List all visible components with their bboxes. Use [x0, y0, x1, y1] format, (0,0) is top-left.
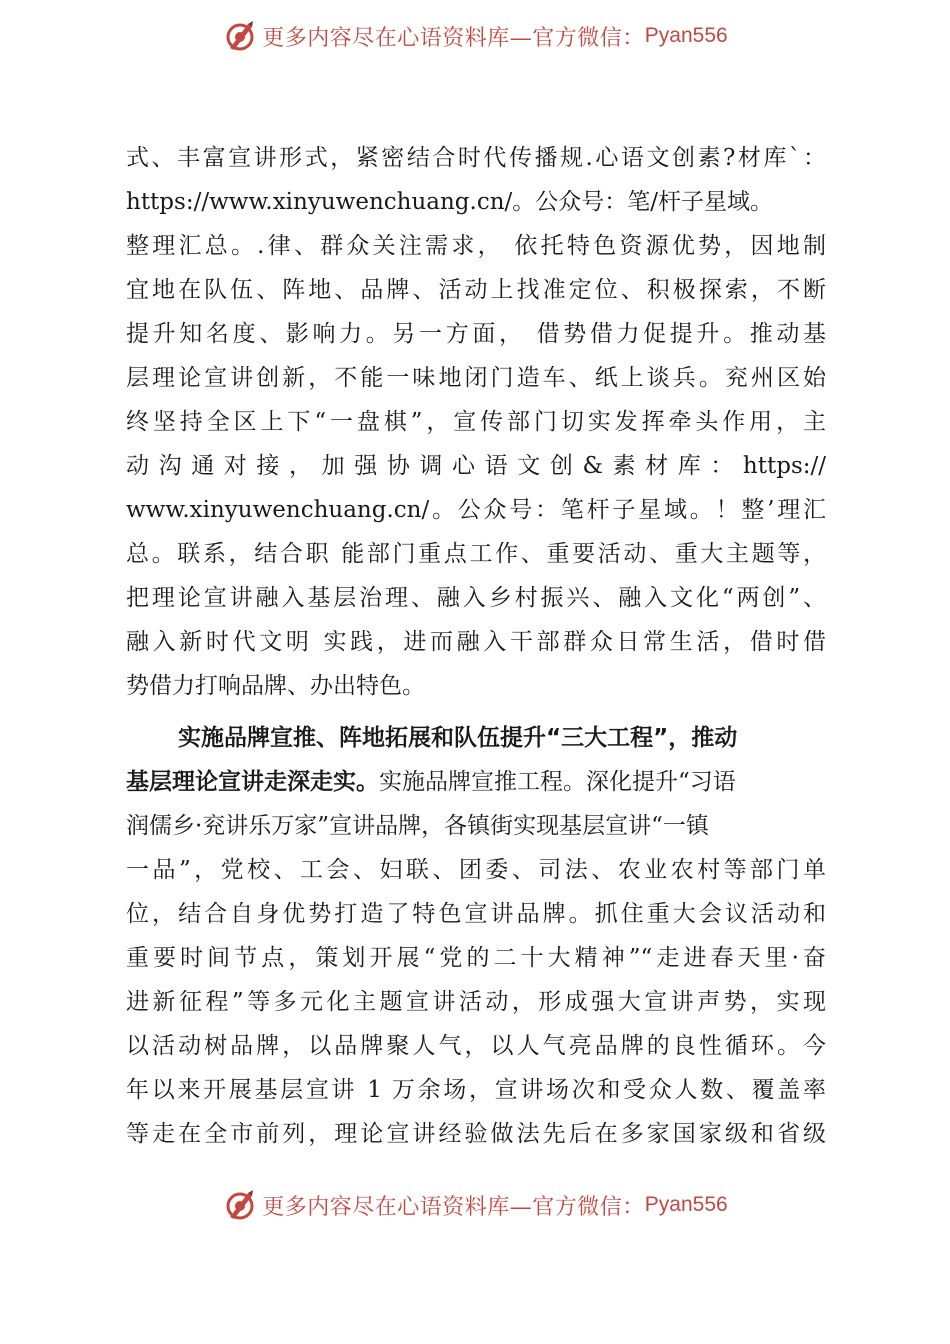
text-line: 重要时间节点，策划开展“党的二十大精神”“走进春天里·奋 [126, 945, 826, 971]
paragraph-2 [126, 716, 826, 1156]
text-line: 势借力打响品牌、办出特色。 [126, 673, 425, 699]
text-line: 式、丰富宣讲形式，紧密结合时代传播规.心语文创素?材库`： [126, 145, 826, 171]
paragraph-1 [126, 136, 826, 708]
text-line: 动沟通对接，加强协调心语文创&素材库：https:// [126, 453, 826, 479]
text-line: 总。联系，结合职 能部门重点工作、重要活动、重大主题等， [126, 541, 826, 567]
text-line: 层理论宣讲创新，不能一味地闭门造车、纸上谈兵。兖州区始 [126, 365, 826, 391]
section-heading-end: 基层理论宣讲走深走实。 [126, 769, 379, 795]
text-line: 提升知名度、影响力。另一方面， 借势借力促提升。推动基 [126, 321, 826, 347]
pen-circle-logo-icon [222, 18, 258, 54]
text-line: 把理论宣讲融入基层治理、融入乡村振兴、融入文化“两创”、 [126, 585, 826, 611]
pen-circle-logo-icon [222, 1187, 258, 1223]
text-line: https://www.xinyuwenchuang.cn/。公众号：笔/杆子星域。 [126, 189, 774, 215]
text-line: 宜地在队伍、阵地、品牌、活动上找准定位、积极探索，不断 [126, 277, 826, 303]
text-line: 终坚持全区上下“一盘棋”，宣传部门切实发挥牵头作用，主 [126, 409, 826, 435]
document-body [126, 136, 826, 1156]
header-banner [0, 14, 950, 58]
text-line: 位，结合自身优势打造了特色宣讲品牌。抓住重大会议活动和 [126, 901, 826, 927]
text-line: 整理汇总。.律、群众关注需求， 依托特色资源优势，因地制 [126, 233, 826, 259]
text-run: 实施品牌宣推工程。深化提升“习语 [379, 769, 736, 795]
text-line: 等走在全市前列，理论宣讲经验做法先后在多家国家级和省级 [126, 1121, 826, 1147]
text-line: 年以来开展基层宣讲 1 万余场，宣讲场次和受众人数、覆盖率 [126, 1077, 826, 1103]
text-line [126, 760, 826, 804]
text-line: 润儒乡·兖讲乐万家”宣讲品牌，各镇街实现基层宣讲“一镇 [126, 813, 709, 839]
text-line: 以活动树品牌，以品牌聚人气，以人气亮品牌的良性循环。今 [126, 1033, 826, 1059]
text-line: 进新征程”等多元化主题宣讲活动，形成强大宣讲声势，实现 [126, 989, 826, 1015]
banner-text: 更多内容尽在心语资料库—官方微信： [262, 1194, 645, 1220]
text-line: 融入新时代文明 实践，进而融入干部群众日常生活，借时借 [126, 629, 826, 655]
banner-contact: Pyan556 [644, 24, 728, 47]
text-line: www.xinyuwenchuang.cn/。公众号：笔杆子星域。！整’理汇 [126, 497, 826, 523]
banner-text: 更多内容尽在心语资料库—官方微信： [262, 25, 645, 51]
banner-contact: Pyan556 [644, 1193, 728, 1216]
section-heading: 实施品牌宣推、阵地拓展和队伍提升“三大工程”，推动 [178, 725, 738, 751]
text-line: 一品”，党校、工会、妇联、团委、司法、农业农村等部门单 [126, 857, 826, 883]
footer-banner [0, 1183, 950, 1227]
